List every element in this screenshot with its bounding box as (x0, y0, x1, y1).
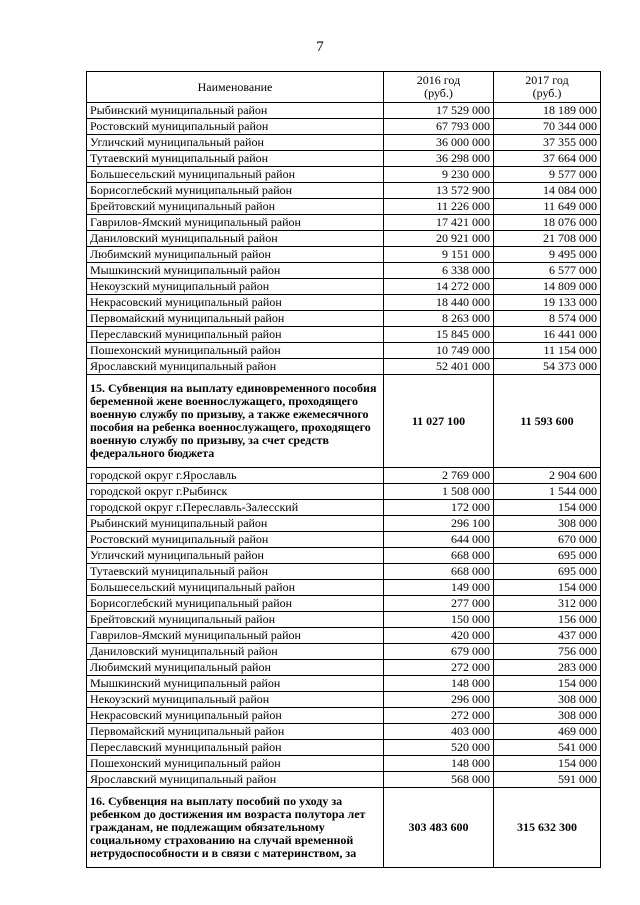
table-row (87, 772, 601, 788)
row-value-2017: 14 084 000 (494, 183, 601, 199)
table-row (87, 484, 601, 500)
row-name: Борисоглебский муниципальный район (87, 596, 384, 612)
row-name: Некоузский муниципальный район (87, 279, 384, 295)
table-row (87, 596, 601, 612)
table-row (87, 311, 601, 327)
row-value-2017: 1 544 000 (494, 484, 601, 500)
row-value-2016: 6 338 000 (384, 263, 494, 279)
row-name: Тутаевский муниципальный район (87, 151, 384, 167)
table-row (87, 612, 601, 628)
row-value-2016: 679 000 (384, 644, 494, 660)
section-15-row (87, 375, 601, 468)
row-value-2016: 9 230 000 (384, 167, 494, 183)
row-value-2017: 11 154 000 (494, 343, 601, 359)
row-value-2016: 18 440 000 (384, 295, 494, 311)
row-value-2017: 16 441 000 (494, 327, 601, 343)
row-name: Некрасовский муниципальный район (87, 295, 384, 311)
row-value-2017: 308 000 (494, 516, 601, 532)
page-number: 7 (316, 39, 324, 55)
row-value-2016: 52 401 000 (384, 359, 494, 375)
table-row (87, 516, 601, 532)
row-value-2017: 18 076 000 (494, 215, 601, 231)
row-value-2017: 37 664 000 (494, 151, 601, 167)
row-value-2016: 150 000 (384, 612, 494, 628)
row-name: Большесельский муниципальный район (87, 167, 384, 183)
table-row (87, 167, 601, 183)
row-value-2016: 277 000 (384, 596, 494, 612)
table-row (87, 740, 601, 756)
row-value-2017: 308 000 (494, 692, 601, 708)
table-row (87, 151, 601, 167)
row-name: Мышкинский муниципальный район (87, 676, 384, 692)
table-row (87, 676, 601, 692)
row-name: Переславский муниципальный район (87, 327, 384, 343)
row-value-2016: 36 000 000 (384, 135, 494, 151)
row-value-2017: 756 000 (494, 644, 601, 660)
row-name: Брейтовский муниципальный район (87, 199, 384, 215)
row-name: Пошехонский муниципальный район (87, 756, 384, 772)
table-row (87, 231, 601, 247)
row-value-2016: 13 572 900 (384, 183, 494, 199)
row-name: Рыбинский муниципальный район (87, 516, 384, 532)
row-name: Угличский муниципальный район (87, 135, 384, 151)
table-row (87, 295, 601, 311)
row-name: Мышкинский муниципальный район (87, 263, 384, 279)
table-row (87, 359, 601, 375)
row-value-2016: 272 000 (384, 708, 494, 724)
header-2017: 2017 год (руб.) (494, 72, 601, 103)
row-value-2017: 437 000 (494, 628, 601, 644)
row-value-2017: 9 577 000 (494, 167, 601, 183)
row-value-2017: 11 649 000 (494, 199, 601, 215)
row-value-2017: 695 000 (494, 548, 601, 564)
row-name: Ярославский муниципальный район (87, 772, 384, 788)
row-name: Тутаевский муниципальный район (87, 564, 384, 580)
row-value-2017: 695 000 (494, 564, 601, 580)
row-value-2016: 11 226 000 (384, 199, 494, 215)
table-row (87, 500, 601, 516)
row-name: городской округ г.Рыбинск (87, 484, 384, 500)
row-name: Любимский муниципальный район (87, 247, 384, 263)
row-value-2016: 172 000 (384, 500, 494, 516)
table-row (87, 660, 601, 676)
row-value-2017: 541 000 (494, 740, 601, 756)
row-name: Пошехонский муниципальный район (87, 343, 384, 359)
row-value-2017: 308 000 (494, 708, 601, 724)
row-value-2016: 67 793 000 (384, 119, 494, 135)
table-row (87, 119, 601, 135)
table-row (87, 468, 601, 484)
section-16-name: 16. Субвенция на выплату пособий по уходу за ребенком до достижения им возраста полутора лет гражданам, не подлежащим обязательному социальному страхованию на случай временной нетрудоспособности и в связи с материнством, за (87, 788, 384, 868)
row-value-2017: 54 373 000 (494, 359, 601, 375)
row-value-2017: 2 904 600 (494, 468, 601, 484)
row-value-2017: 312 000 (494, 596, 601, 612)
row-name: Гаврилов-Ямский муниципальный район (87, 215, 384, 231)
section-16-2016: 303 483 600 (384, 788, 494, 868)
row-name: Ростовский муниципальный район (87, 532, 384, 548)
row-name: Брейтовский муниципальный район (87, 612, 384, 628)
header-2016: 2016 год (руб.) (384, 72, 494, 103)
row-name: Гаврилов-Ямский муниципальный район (87, 628, 384, 644)
row-value-2017: 591 000 (494, 772, 601, 788)
row-value-2016: 272 000 (384, 660, 494, 676)
row-value-2016: 296 000 (384, 692, 494, 708)
row-value-2017: 154 000 (494, 500, 601, 516)
row-value-2017: 70 344 000 (494, 119, 601, 135)
row-value-2016: 668 000 (384, 564, 494, 580)
row-value-2017: 154 000 (494, 756, 601, 772)
row-value-2016: 17 529 000 (384, 103, 494, 119)
row-value-2016: 568 000 (384, 772, 494, 788)
row-value-2016: 17 421 000 (384, 215, 494, 231)
row-value-2017: 670 000 (494, 532, 601, 548)
row-value-2017: 37 355 000 (494, 135, 601, 151)
row-name: Первомайский муниципальный район (87, 724, 384, 740)
row-value-2016: 2 769 000 (384, 468, 494, 484)
row-name: Борисоглебский муниципальный район (87, 183, 384, 199)
table-row (87, 103, 601, 119)
row-name: Переславский муниципальный район (87, 740, 384, 756)
row-value-2017: 19 133 000 (494, 295, 601, 311)
row-value-2017: 154 000 (494, 676, 601, 692)
table-row (87, 135, 601, 151)
table-row (87, 724, 601, 740)
row-name: Любимский муниципальный район (87, 660, 384, 676)
table-row (87, 263, 601, 279)
row-value-2016: 520 000 (384, 740, 494, 756)
row-value-2016: 15 845 000 (384, 327, 494, 343)
row-value-2017: 14 809 000 (494, 279, 601, 295)
row-value-2017: 9 495 000 (494, 247, 601, 263)
row-value-2016: 8 263 000 (384, 311, 494, 327)
row-value-2016: 644 000 (384, 532, 494, 548)
row-name: Некоузский муниципальный район (87, 692, 384, 708)
table-row (87, 215, 601, 231)
row-value-2016: 420 000 (384, 628, 494, 644)
row-value-2016: 36 298 000 (384, 151, 494, 167)
row-value-2017: 18 189 000 (494, 103, 601, 119)
row-value-2016: 148 000 (384, 756, 494, 772)
header-name: Наименование (87, 72, 384, 103)
section-15-2017: 11 593 600 (494, 375, 601, 468)
table-row (87, 199, 601, 215)
table-row (87, 628, 601, 644)
row-value-2016: 10 749 000 (384, 343, 494, 359)
row-name: Ярославский муниципальный район (87, 359, 384, 375)
table-row (87, 548, 601, 564)
row-value-2016: 149 000 (384, 580, 494, 596)
row-value-2016: 148 000 (384, 676, 494, 692)
row-value-2016: 9 151 000 (384, 247, 494, 263)
table-row (87, 580, 601, 596)
row-name: Большесельский муниципальный район (87, 580, 384, 596)
row-value-2016: 1 508 000 (384, 484, 494, 500)
table-row (87, 343, 601, 359)
section-16-row (87, 788, 601, 868)
row-value-2017: 8 574 000 (494, 311, 601, 327)
row-value-2017: 6 577 000 (494, 263, 601, 279)
table-row (87, 708, 601, 724)
row-value-2016: 296 100 (384, 516, 494, 532)
row-name: Угличский муниципальный район (87, 548, 384, 564)
row-name: Рыбинский муниципальный район (87, 103, 384, 119)
row-value-2016: 20 921 000 (384, 231, 494, 247)
table-row (87, 756, 601, 772)
table-row (87, 692, 601, 708)
section-15-name: 15. Субвенция на выплату единовременного пособия беременной жене военнослужащего, проходящего военную службу по призыву, а также ежемесячного пособия на ребенка военнослужащего, проходящего военную службу по призыву, за счет средств федерального бюджета (87, 375, 384, 468)
table-row (87, 279, 601, 295)
row-value-2016: 403 000 (384, 724, 494, 740)
row-name: городской округ г.Переславль-Залесский (87, 500, 384, 516)
row-value-2017: 154 000 (494, 580, 601, 596)
section-16-2017: 315 632 300 (494, 788, 601, 868)
row-name: городской округ г.Ярославль (87, 468, 384, 484)
table-row (87, 532, 601, 548)
table-row (87, 183, 601, 199)
row-value-2016: 668 000 (384, 548, 494, 564)
row-name: Ростовский муниципальный район (87, 119, 384, 135)
row-value-2016: 14 272 000 (384, 279, 494, 295)
row-name: Некрасовский муниципальный район (87, 708, 384, 724)
row-name: Даниловский муниципальный район (87, 231, 384, 247)
table-header-row (87, 72, 601, 103)
table-row (87, 327, 601, 343)
row-value-2017: 469 000 (494, 724, 601, 740)
budget-table (86, 71, 601, 868)
row-name: Даниловский муниципальный район (87, 644, 384, 660)
row-name: Первомайский муниципальный район (87, 311, 384, 327)
table-row (87, 644, 601, 660)
section-15-2016: 11 027 100 (384, 375, 494, 468)
row-value-2017: 21 708 000 (494, 231, 601, 247)
table-row (87, 247, 601, 263)
row-value-2017: 156 000 (494, 612, 601, 628)
table-row (87, 564, 601, 580)
row-value-2017: 283 000 (494, 660, 601, 676)
